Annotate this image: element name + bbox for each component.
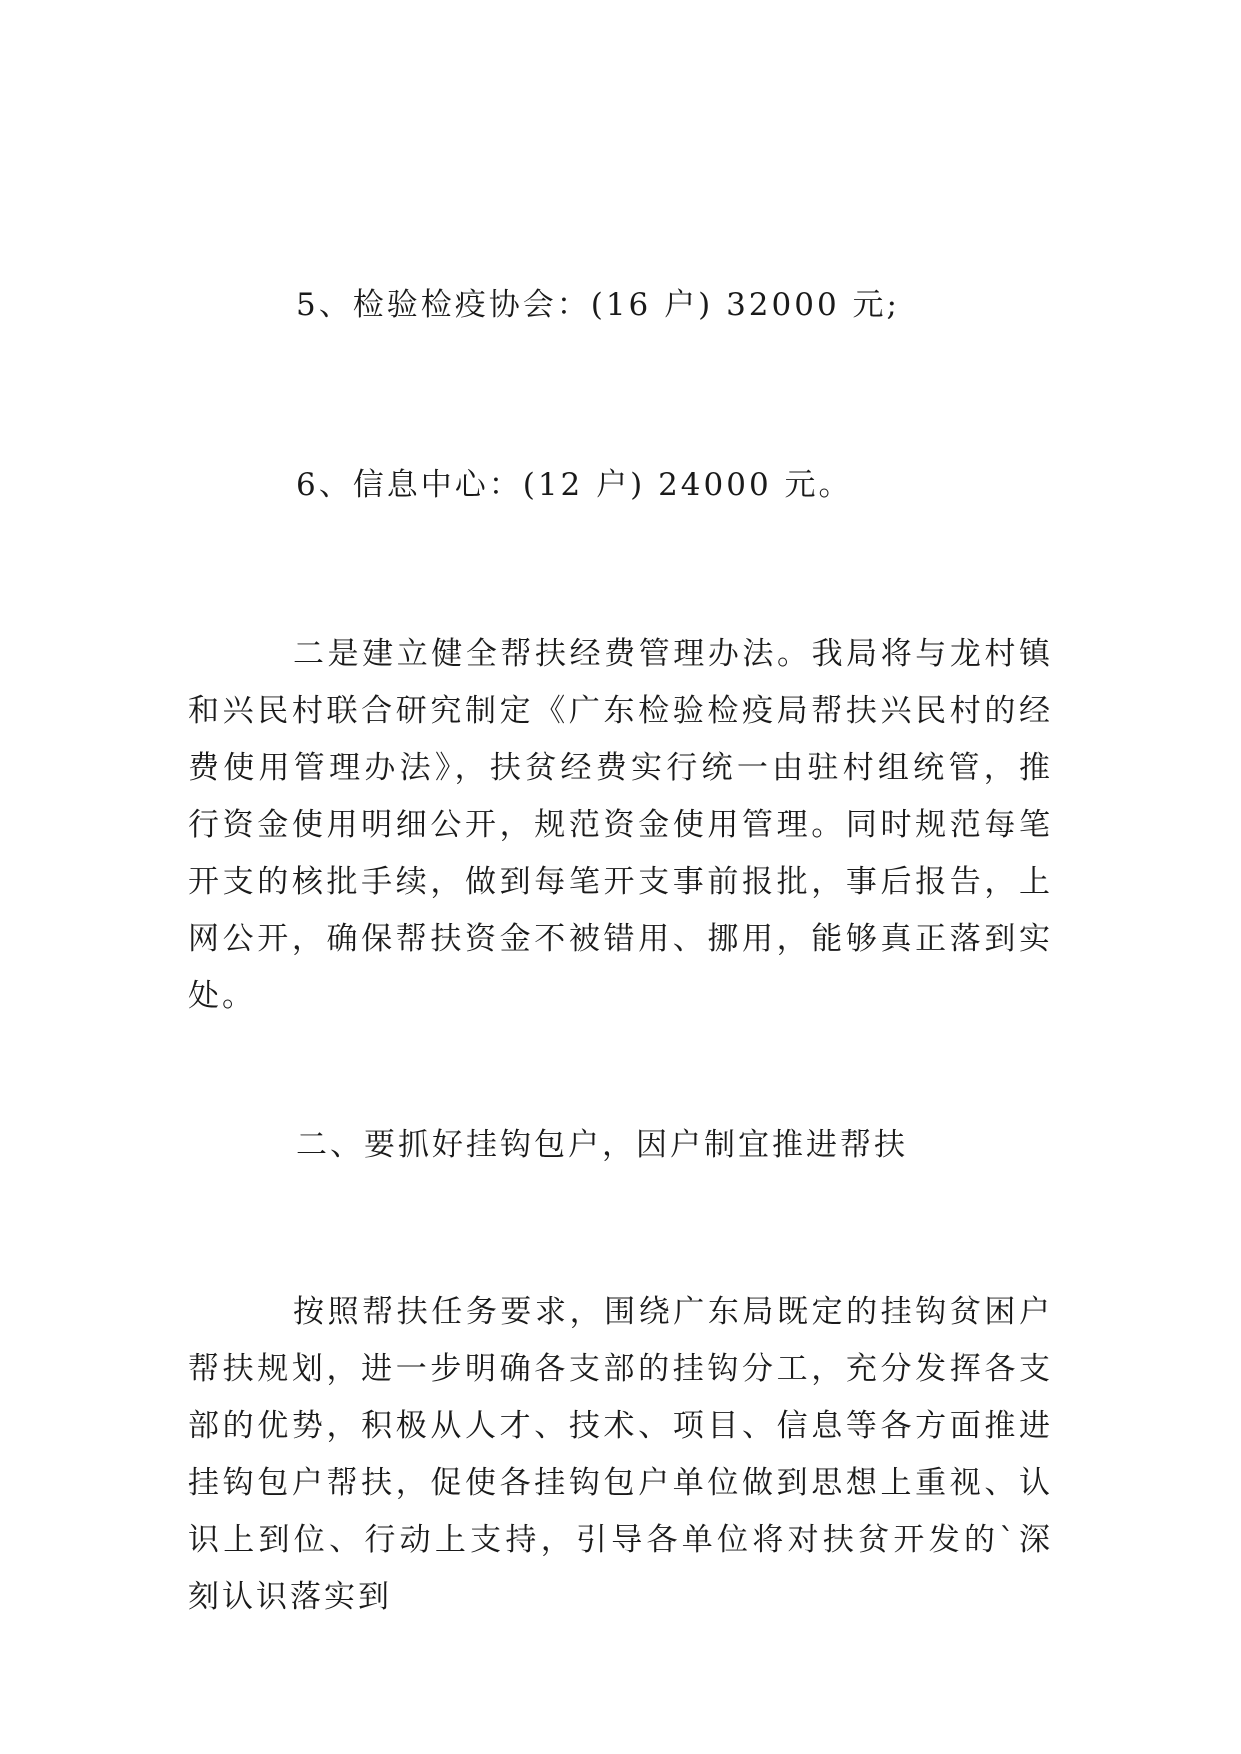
section-heading: 二、要抓好挂钩包户，因户制宜推进帮扶 bbox=[296, 1127, 908, 1163]
list-item: 5、检验检疫协会：(16 户) 32000 元; bbox=[296, 287, 900, 323]
paragraph-funding-management: 二是建立健全帮扶经费管理办法。我局将与龙村镇和兴民村联合研究制定《广东检验检疫局帮扶兴民村的经费使用管理办法》，扶贫经费实行统一由驻村组统管，推行资金使用明细公开，规范资金使用管理。同时规范每笔开支的核批手续，做到每笔开支事前报批，事后报告，上网公开，确保帮扶资金不被错用、挪用，能够真正落到实处。 bbox=[188, 636, 1053, 1014]
paragraph-household-assistance: 按照帮扶任务要求，围绕广东局既定的挂钩贫困户帮扶规划，进一步明确各支部的挂钩分工，充分发挥各支部的优势，积极从人才、技术、项目、信息等各方面推进挂钩包户帮扶，促使各挂钩包户单位做到思想上重视、认识上到位、行动上支持，引导各单位将对扶贫开发的`深刻认识落实到 bbox=[188, 1294, 1053, 1615]
list-item: 6、信息中心：(12 户) 24000 元。 bbox=[296, 467, 853, 503]
